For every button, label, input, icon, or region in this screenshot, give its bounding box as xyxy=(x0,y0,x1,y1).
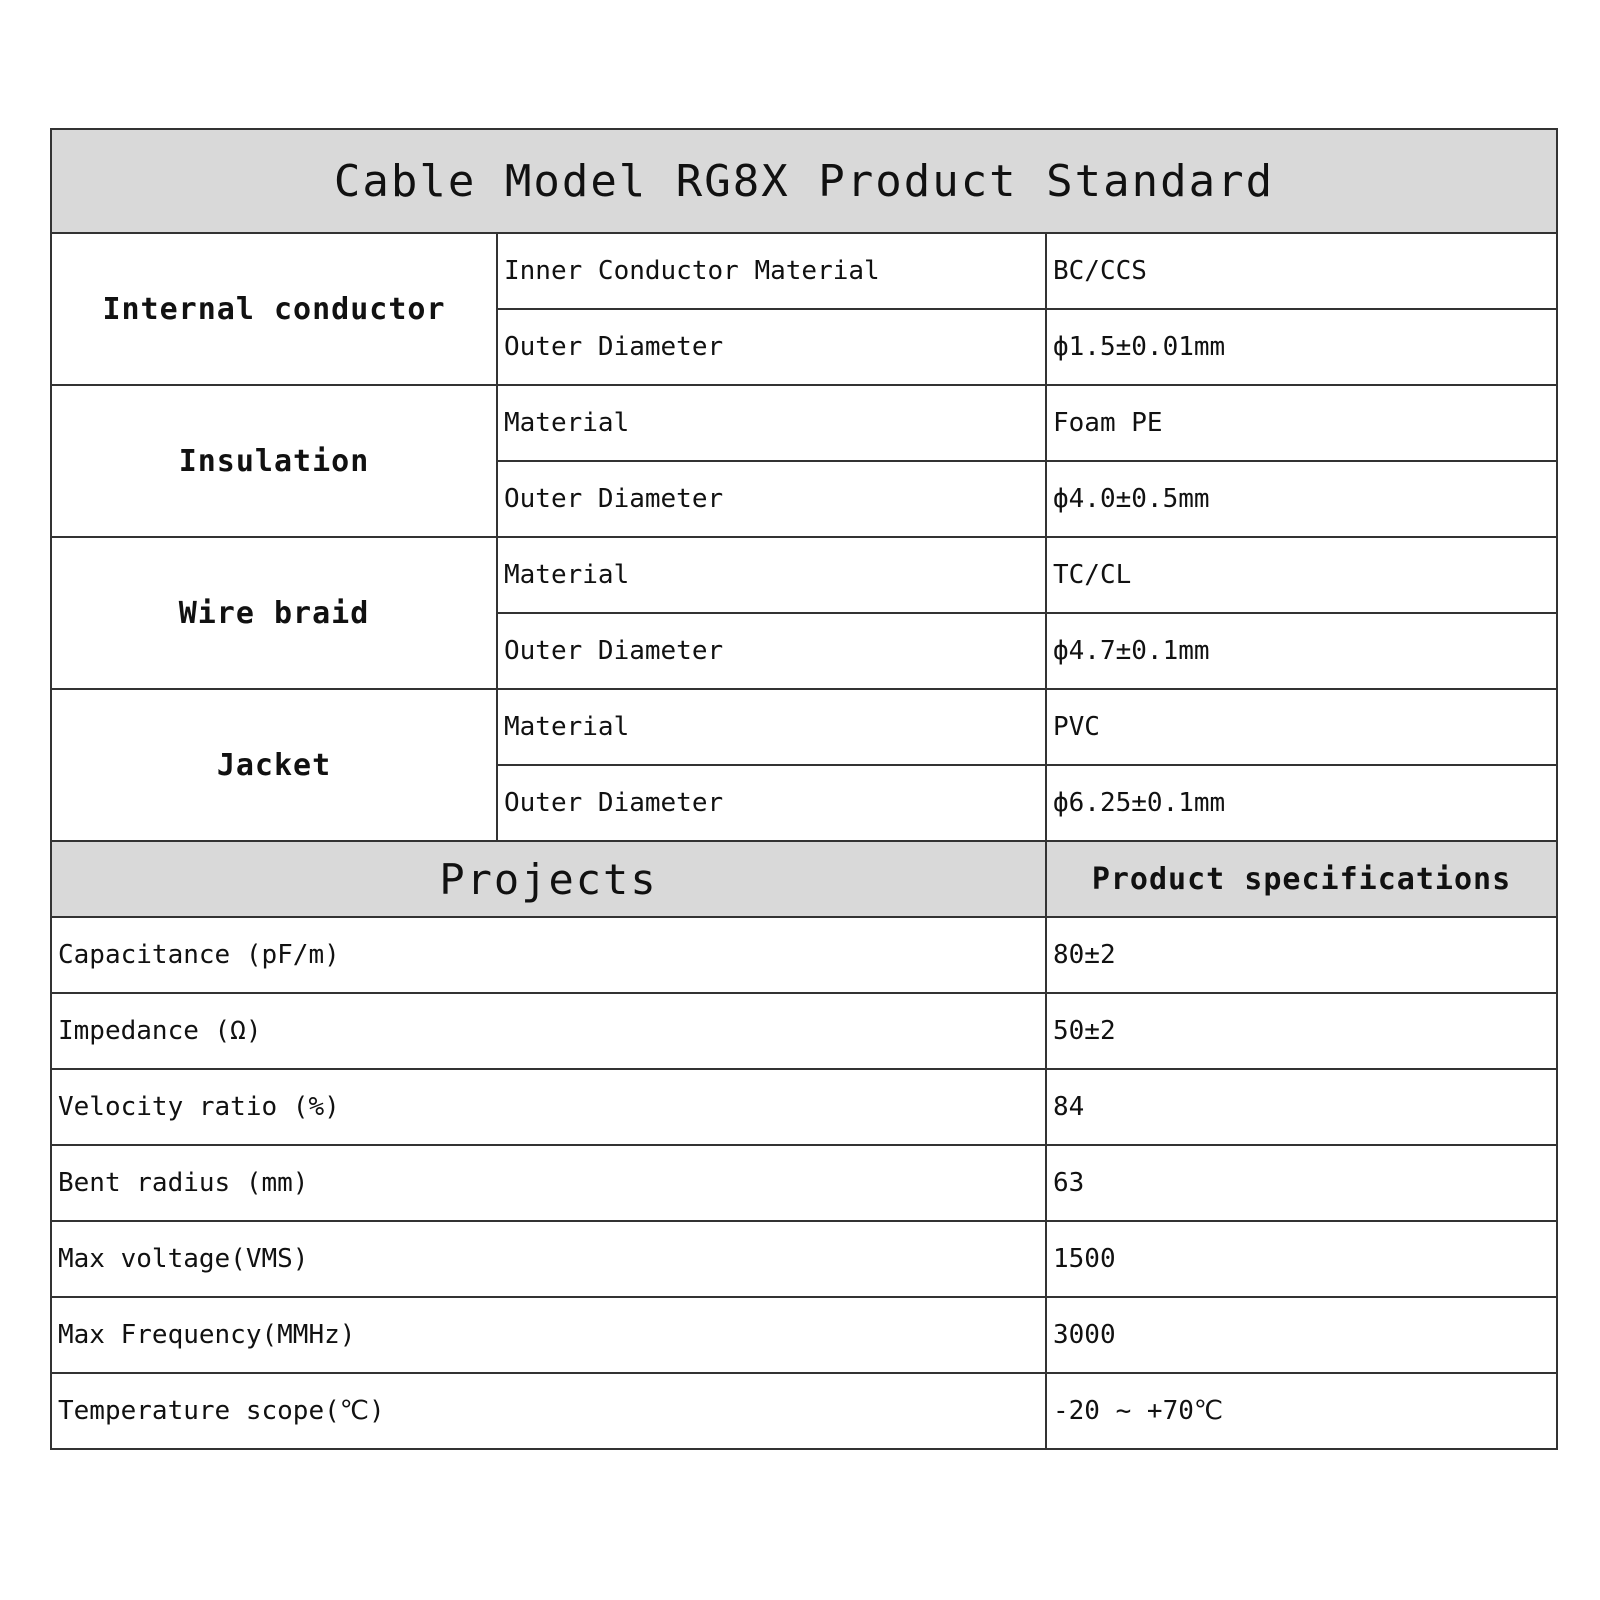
project-label: Temperature scope(℃) xyxy=(51,1373,1046,1449)
property-value: ф6.25±0.1mm xyxy=(1046,765,1557,841)
project-label: Max Frequency(MMHz) xyxy=(51,1297,1046,1373)
spec-row xyxy=(51,917,1557,993)
property-value: TC/CL xyxy=(1046,537,1557,613)
structure-row xyxy=(51,689,1557,765)
property-label: Outer Diameter xyxy=(497,461,1046,537)
projects-header: Projects xyxy=(51,841,1046,917)
spec-sheet xyxy=(50,128,1556,1450)
project-label: Impedance (Ω) xyxy=(51,993,1046,1069)
property-value: ф4.0±0.5mm xyxy=(1046,461,1557,537)
spec-row xyxy=(51,1069,1557,1145)
title-row xyxy=(51,129,1557,233)
property-label: Material xyxy=(497,537,1046,613)
spec-value: 50±2 xyxy=(1046,993,1557,1069)
spec-row xyxy=(51,1221,1557,1297)
project-label: Capacitance (pF/m) xyxy=(51,917,1046,993)
spec-value: 3000 xyxy=(1046,1297,1557,1373)
spec-row xyxy=(51,1145,1557,1221)
property-value: ф4.7±0.1mm xyxy=(1046,613,1557,689)
property-label: Outer Diameter xyxy=(497,765,1046,841)
spec-row xyxy=(51,1373,1557,1449)
group-label: Insulation xyxy=(51,385,497,537)
property-value: ф1.5±0.01mm xyxy=(1046,309,1557,385)
spec-table xyxy=(50,128,1558,1450)
specs-header-row xyxy=(51,841,1557,917)
group-label: Internal conductor xyxy=(51,233,497,385)
property-label: Outer Diameter xyxy=(497,309,1046,385)
spec-value: 1500 xyxy=(1046,1221,1557,1297)
spec-value: -20 ~ +70℃ xyxy=(1046,1373,1557,1449)
spec-value: 63 xyxy=(1046,1145,1557,1221)
project-label: Max voltage(VMS) xyxy=(51,1221,1046,1297)
group-label: Wire braid xyxy=(51,537,497,689)
spec-value: 80±2 xyxy=(1046,917,1557,993)
structure-row xyxy=(51,233,1557,309)
specifications-header: Product specifications xyxy=(1046,841,1557,917)
property-value: BC/CCS xyxy=(1046,233,1557,309)
property-value: PVC xyxy=(1046,689,1557,765)
property-label: Inner Conductor Material xyxy=(497,233,1046,309)
property-value: Foam PE xyxy=(1046,385,1557,461)
property-label: Outer Diameter xyxy=(497,613,1046,689)
page-title: Cable Model RG8X Product Standard xyxy=(51,129,1557,233)
project-label: Bent radius (mm) xyxy=(51,1145,1046,1221)
group-label: Jacket xyxy=(51,689,497,841)
project-label: Velocity ratio (%) xyxy=(51,1069,1046,1145)
structure-row xyxy=(51,385,1557,461)
spec-row xyxy=(51,1297,1557,1373)
spec-value: 84 xyxy=(1046,1069,1557,1145)
property-label: Material xyxy=(497,689,1046,765)
structure-row xyxy=(51,537,1557,613)
spec-row xyxy=(51,993,1557,1069)
property-label: Material xyxy=(497,385,1046,461)
